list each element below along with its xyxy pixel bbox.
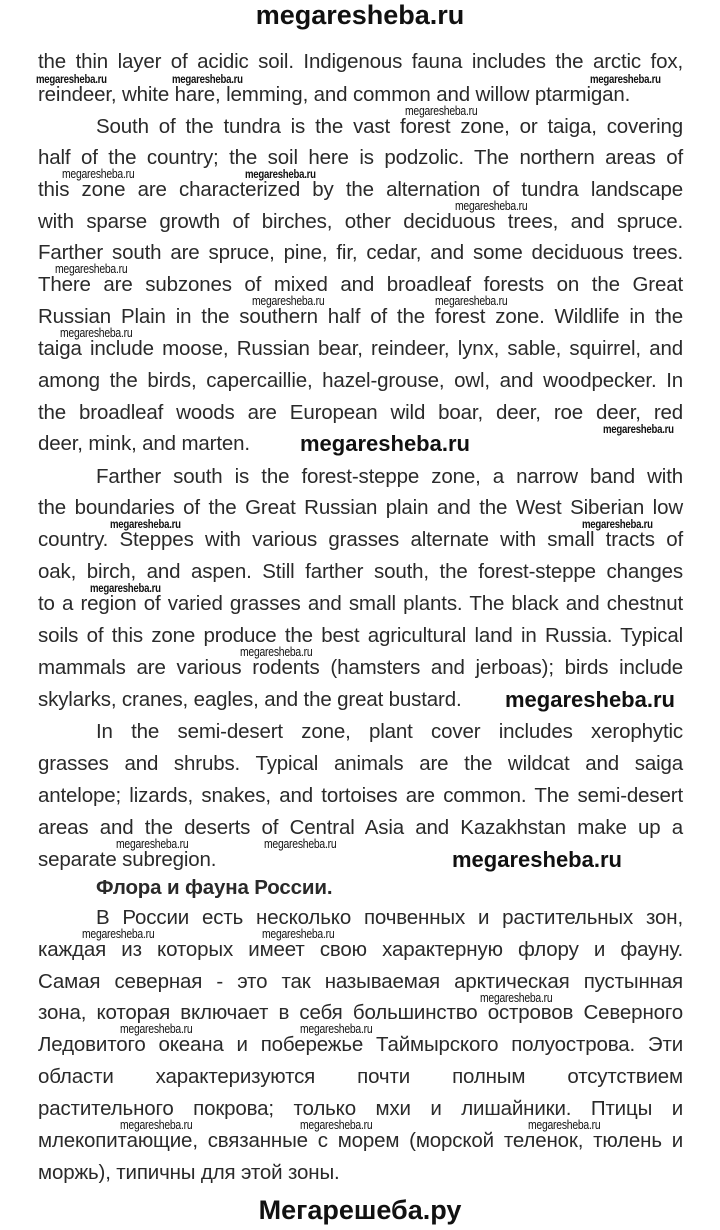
watermark: megaresheba.ru	[582, 517, 653, 531]
text-line: among the birds, capercaillie, hazel-grouse, owl, and woodpecker. In	[38, 369, 683, 392]
text-line: separate subregion.	[38, 848, 217, 871]
watermark: megaresheba.ru	[245, 167, 316, 181]
watermark: megaresheba.ru	[36, 71, 107, 86]
text-line: deer, mink, and marten.	[38, 432, 250, 455]
watermark: megaresheba.ru	[300, 1117, 373, 1132]
text-line: the broadleaf woods are European wild boar, deer, roe deer, red	[38, 401, 683, 424]
watermark: megaresheba.ru	[300, 1021, 373, 1036]
text-line: half of the country; the soil here is podzolic. The northern areas of	[38, 146, 683, 169]
text-line: млекопитающие, связанные с морем (морской теленок, тюлень и	[38, 1129, 683, 1152]
text-line: Ледовитого океана и побережье Таймырского полуострова. Эти	[38, 1033, 683, 1056]
text-line: antelope; lizards, snakes, and tortoises are common. The semi-desert	[38, 784, 683, 807]
watermark: megaresheba.ru	[455, 198, 528, 213]
text-line: areas and the deserts of Central Asia and Kazakhstan make up a	[38, 816, 683, 839]
watermark: megaresheba.ru	[480, 989, 553, 1005]
watermark: megaresheba.ru	[252, 293, 325, 308]
text-line: There are subzones of mixed and broadleaf forests on the Great	[38, 273, 683, 296]
watermark: megaresheba.ru	[120, 1117, 193, 1132]
text-line: Farther south are spruce, pine, fir, cedar, and some deciduous trees.	[38, 241, 683, 264]
text-line: mammals are various rodents (hamsters and jerboas); birds include	[38, 656, 683, 679]
watermark: megaresheba.ru	[110, 517, 181, 531]
watermark: megaresheba.ru	[452, 847, 622, 872]
text-line: with sparse growth of birches, other deciduous trees, and spruce.	[38, 210, 683, 233]
watermark: megaresheba.ru	[120, 1021, 193, 1036]
watermark: megaresheba.ru	[300, 431, 470, 456]
text-line: Самая северная - это так называемая арктическая пустынная	[38, 970, 683, 993]
section-heading: Флора и фауна России.	[96, 876, 333, 899]
text-line: растительного покрова; только мхи и лишайники. Птицы и	[38, 1097, 683, 1120]
text-line: grasses and shrubs. Typical animals are the wildcat and saiga	[38, 752, 683, 775]
text-line: soils of this zone produce the best agricultural land in Russia. Typical	[38, 624, 683, 647]
text-line: South of the tundra is the vast forest zone, or taiga, covering	[96, 115, 683, 138]
watermark: megaresheba.ru	[405, 103, 478, 118]
watermark: megaresheba.ru	[603, 421, 674, 436]
text-line: reindeer, white hare, lemming, and common and willow ptarmigan.	[38, 83, 631, 106]
text-line: the thin layer of acidic soil. Indigenous fauna includes the arctic fox,	[38, 50, 683, 73]
text-line: каждая из которых имеет свою характерную флору и фауну.	[38, 938, 683, 961]
watermark: megaresheba.ru	[262, 926, 335, 941]
text-line: области характеризуются почти полным отсутствием	[38, 1065, 683, 1088]
text-line: skylarks, cranes, eagles, and the great bustard.	[38, 688, 462, 711]
text-line: this zone are characterized by the alternation of tundra landscape	[38, 178, 683, 201]
watermark: megaresheba.ru	[264, 836, 337, 851]
watermark: megaresheba.ru	[590, 71, 661, 86]
text-line: to a region of varied grasses and small plants. The black and chestnut	[38, 592, 683, 615]
text-line: Russian Plain in the southern half of the forest zone. Wildlife in the	[38, 305, 683, 328]
text-line: the boundaries of the Great Russian plain and the West Siberian low	[38, 496, 683, 519]
watermark: megaresheba.ru	[116, 836, 189, 851]
site-footer: Мегарешеба.ру	[258, 1195, 462, 1225]
text-line: зона, которая включает в себя большинство островов Северного	[38, 1001, 683, 1024]
watermark: megaresheba.ru	[62, 166, 135, 181]
text-line: country. Steppes with various grasses alternate with small tracts of	[38, 528, 683, 551]
watermark: megaresheba.ru	[240, 644, 313, 659]
site-header: megaresheba.ru	[255, 0, 465, 30]
text-line: В России есть несколько почвенных и растительных зон,	[96, 906, 683, 929]
watermark: megaresheba.ru	[90, 581, 161, 595]
text-line: In the semi-desert zone, plant cover includes xerophytic	[96, 720, 683, 743]
watermark: megaresheba.ru	[435, 293, 508, 308]
watermark: megaresheba.ru	[82, 926, 155, 941]
text-line: Farther south is the forest-steppe zone, a narrow band with	[96, 465, 683, 488]
watermark: megaresheba.ru	[55, 261, 128, 276]
watermark: megaresheba.ru	[60, 325, 133, 340]
watermark: megaresheba.ru	[528, 1117, 601, 1132]
text-line: моржь), типичны для этой зоны.	[38, 1161, 340, 1184]
watermark: megaresheba.ru	[505, 687, 675, 712]
text-line: taiga include moose, Russian bear, reindeer, lynx, sable, squirrel, and	[38, 337, 683, 360]
text-line: oak, birch, and aspen. Still farther south, the forest-steppe changes	[38, 560, 683, 583]
watermark: megaresheba.ru	[172, 71, 243, 86]
